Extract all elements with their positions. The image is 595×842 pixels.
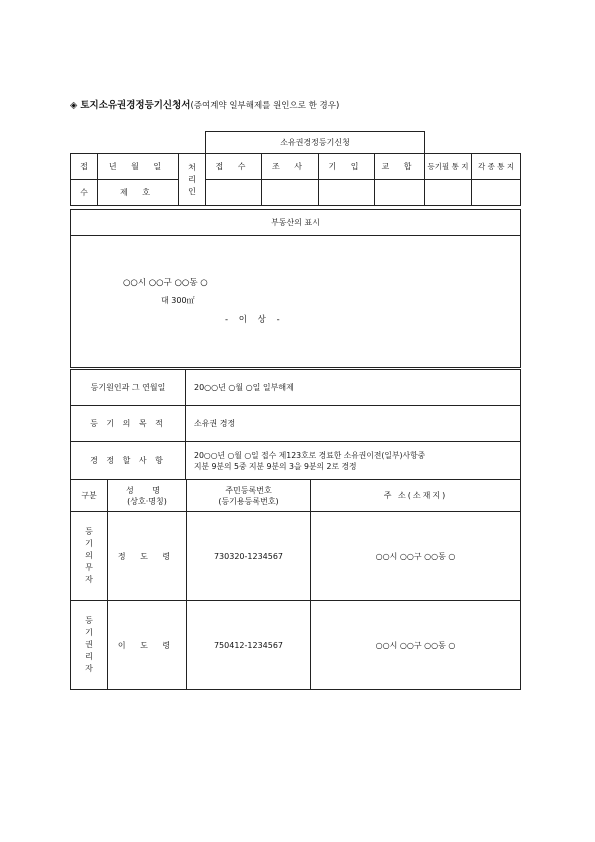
party-address: ○○시 ○○구 ○○동 ○ (311, 512, 521, 601)
correction-value-line-1: 20○○년 ○월 ○일 접수 제123호로 경료한 소유권이전(일부)사항중 (194, 450, 426, 460)
col-investigation: 조 사 (262, 154, 319, 180)
cause-row-table (70, 369, 521, 480)
col-reception: 접 수 (206, 154, 262, 180)
date-label: 년 월 일 (98, 154, 179, 180)
col-various-notice: 각 종 통 지 (472, 154, 521, 180)
party-row-obligor (71, 512, 521, 601)
cause-label-cell: 등기원인과 그 연월일 (71, 370, 186, 406)
parties-header-name: 성 명 (상호·명칭) (108, 480, 187, 512)
property-end-mark: - 이 상 - (225, 315, 284, 325)
correction-value-line-2: 지분 9분의 5중 지분 9분의 3을 9분의 2로 경정 (194, 461, 357, 471)
blank-cell (206, 180, 262, 206)
reception-table (70, 131, 521, 206)
number-label: 제 호 (98, 180, 179, 206)
parties-header-id: 주민등록번호 (등기용등록번호) (187, 480, 311, 512)
property-description (71, 236, 521, 368)
blank-cell (425, 180, 472, 206)
col-entry: 기 입 (319, 154, 375, 180)
party-name: 이 도 령 (108, 601, 187, 690)
blank-cell (472, 180, 521, 206)
reception-label: 접 (71, 154, 98, 180)
blank-cell (375, 180, 425, 206)
property-header: 부동산의 표시 (71, 210, 521, 236)
section-label: 소유권경정등기신청 (206, 132, 425, 154)
reception-label-2: 수 (71, 180, 98, 206)
diamond-bullet-icon: ◈ (70, 100, 78, 111)
process-label: 처리인 (179, 154, 206, 206)
party-role: 등기권리자 (71, 601, 108, 690)
party-name: 정 도 령 (108, 512, 187, 601)
correction-value (186, 442, 521, 480)
col-registration-notice: 등기필 통 지 (425, 154, 472, 180)
cause-value-cell: 20○○년 ○월 ○일 일부해제 (186, 370, 521, 406)
correction-label: 경 정 할 사 항 (71, 442, 186, 480)
purpose-value: 소유권 경정 (186, 406, 521, 442)
party-role: 등기의무자 (71, 512, 108, 601)
party-id-number: 730320-1234567 (187, 512, 311, 601)
document-title (70, 97, 339, 111)
party-row-rightholder (71, 601, 521, 690)
blank-cell (319, 180, 375, 206)
party-id-number: 750412-1234567 (187, 601, 311, 690)
property-address: ○○시 ○○구 ○○동 ○ (123, 278, 208, 288)
parties-header-role: 구분 (71, 480, 108, 512)
document-title-main: 토지소유권경정등기신청서 (80, 100, 191, 111)
blank-cell (262, 180, 319, 206)
party-address: ○○시 ○○구 ○○동 ○ (311, 601, 521, 690)
parties-table (70, 479, 521, 690)
purpose-label: 등 기 의 목 적 (71, 406, 186, 442)
col-collation: 교 합 (375, 154, 425, 180)
property-area: 대 300㎡ (161, 296, 195, 305)
document-title-sub: (증여계약 일부해제를 원인으로 한 경우) (190, 101, 340, 111)
application-form-table (70, 209, 521, 368)
parties-header-address: 주 소(소재지) (311, 480, 521, 512)
